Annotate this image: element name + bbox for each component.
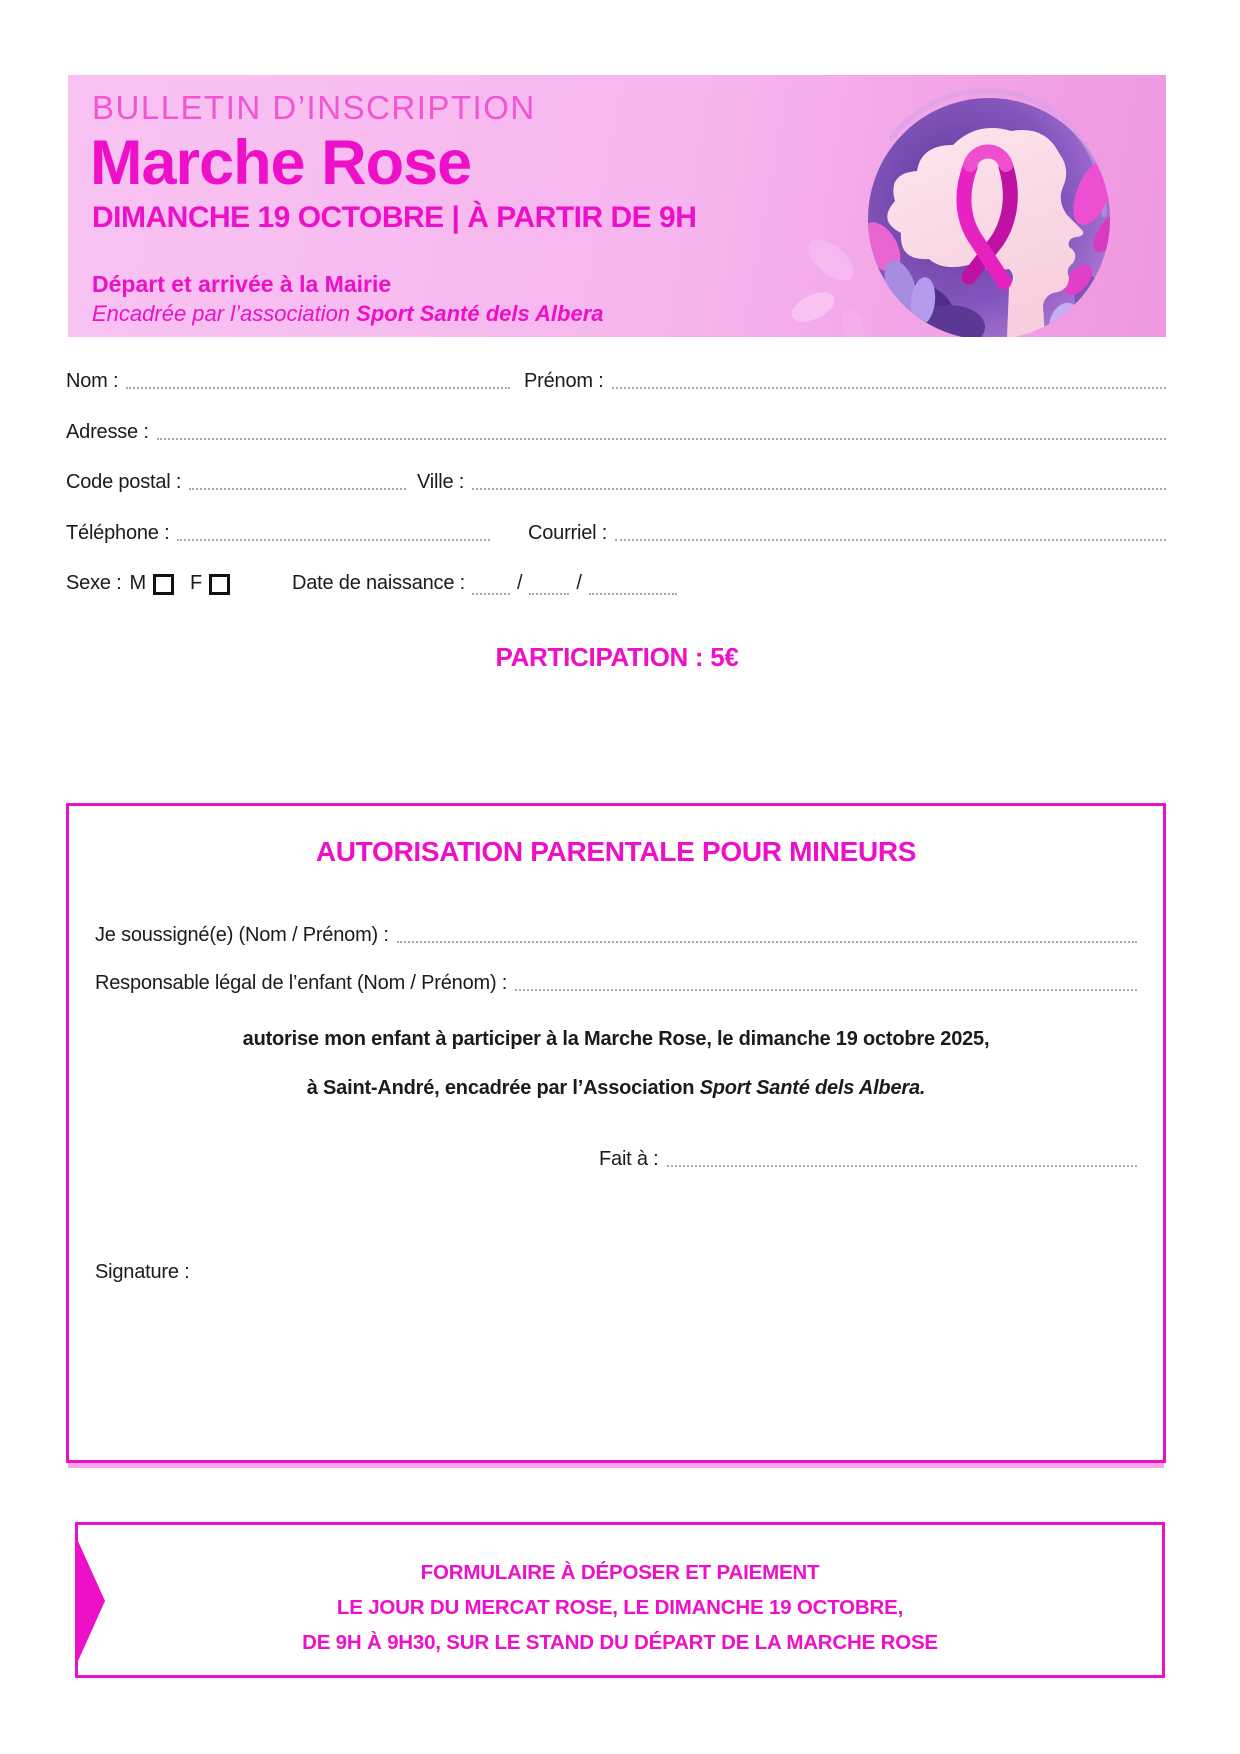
soussigne-field bbox=[95, 924, 1137, 946]
date-naissance-label: Date de naissance : bbox=[292, 572, 465, 594]
sexe-label: Sexe : bbox=[66, 572, 122, 594]
ville-field bbox=[417, 471, 1166, 493]
body-line2-association-name: Sport Santé dels Albera. bbox=[699, 1077, 926, 1099]
birth-year-line[interactable] bbox=[589, 579, 677, 595]
date-separator: / bbox=[576, 572, 582, 594]
authorization-body-line1: autorise mon enfant à participer à la Marche Rose, le dimanche 19 octobre 2025, bbox=[242, 1028, 990, 1050]
footer-instructions-banner bbox=[75, 1522, 1165, 1678]
organizer-name: Sport Santé dels Albera bbox=[356, 301, 604, 326]
authorization-body-line2 bbox=[69, 1077, 1163, 1100]
code-postal-field bbox=[66, 471, 406, 493]
sexe-date-row bbox=[66, 572, 1166, 594]
soussigne-field-line[interactable] bbox=[397, 927, 1137, 943]
sexe-m-checkbox[interactable] bbox=[153, 574, 174, 595]
leaf-icon bbox=[787, 232, 869, 337]
signature-label: Signature : bbox=[95, 1261, 190, 1283]
event-location-line: Départ et arrivée à la Mairie bbox=[92, 271, 392, 297]
telephone-field-line[interactable] bbox=[177, 525, 490, 541]
nom-field bbox=[66, 370, 510, 392]
telephone-field bbox=[66, 522, 490, 544]
page-title: Marche Rose bbox=[90, 128, 472, 198]
sexe-f-checkbox[interactable] bbox=[209, 574, 230, 595]
ville-label: Ville : bbox=[417, 471, 465, 493]
prenom-field-line[interactable] bbox=[612, 373, 1166, 389]
responsable-label: Responsable légal de l’enfant (Nom / Prénom) : bbox=[95, 972, 508, 994]
event-date-line: DIMANCHE 19 OCTOBRE | À PARTIR DE 9H bbox=[92, 201, 697, 234]
footer-line-2: LE JOUR DU MERCAT ROSE, LE DIMANCHE 19 OCTOBRE, bbox=[336, 1596, 904, 1619]
organizer-prefix: Encadrée par l’association bbox=[92, 301, 357, 326]
code-postal-label: Code postal : bbox=[66, 471, 182, 493]
responsable-field bbox=[95, 972, 1137, 994]
birth-day-line[interactable] bbox=[472, 579, 510, 595]
code-postal-field-line[interactable] bbox=[189, 474, 406, 490]
adresse-field bbox=[66, 421, 1166, 443]
nom-label: Nom : bbox=[66, 370, 119, 392]
birth-month-line[interactable] bbox=[529, 579, 569, 595]
woman-ribbon-illustration bbox=[761, 75, 1166, 337]
authorization-title: AUTORISATION PARENTALE POUR MINEURS bbox=[315, 836, 917, 867]
footer-line-3: DE 9H À 9H30, SUR LE STAND DU DÉPART DE LA MARCHE ROSE bbox=[302, 1631, 938, 1654]
fait-a-label: Fait à : bbox=[599, 1148, 659, 1170]
footer-line-1: FORMULAIRE À DÉPOSER ET PAIEMENT bbox=[420, 1561, 820, 1584]
nom-field-line[interactable] bbox=[126, 373, 510, 389]
date-separator: / bbox=[516, 572, 523, 594]
header-eyebrow: BULLETIN D’INSCRIPTION bbox=[92, 89, 536, 126]
fait-a-field-line[interactable] bbox=[667, 1151, 1137, 1167]
event-organizer-line bbox=[92, 301, 604, 327]
responsable-field-line[interactable] bbox=[515, 975, 1137, 991]
courriel-field bbox=[528, 522, 1166, 544]
soussigne-label: Je soussigné(e) (Nom / Prénom) : bbox=[95, 924, 389, 946]
ville-field-line[interactable] bbox=[472, 474, 1166, 490]
sexe-f-label: F bbox=[189, 572, 202, 594]
prenom-field bbox=[524, 370, 1166, 392]
body-line2-prefix: à Saint-André, encadrée par l’Association bbox=[306, 1077, 700, 1099]
courriel-label: Courriel : bbox=[528, 522, 608, 544]
sexe-m-label: M bbox=[129, 572, 146, 594]
prenom-label: Prénom : bbox=[524, 370, 604, 392]
fait-a-field bbox=[599, 1148, 1137, 1170]
footer-banner-text bbox=[78, 1555, 1162, 1660]
courriel-field-line[interactable] bbox=[615, 525, 1166, 541]
participation-heading: PARTICIPATION : 5€ bbox=[495, 642, 739, 672]
parental-authorization-box bbox=[66, 803, 1166, 1463]
adresse-label: Adresse : bbox=[66, 421, 149, 443]
telephone-label: Téléphone : bbox=[66, 522, 170, 544]
adresse-field-line[interactable] bbox=[157, 424, 1166, 440]
header-banner bbox=[68, 75, 1166, 337]
